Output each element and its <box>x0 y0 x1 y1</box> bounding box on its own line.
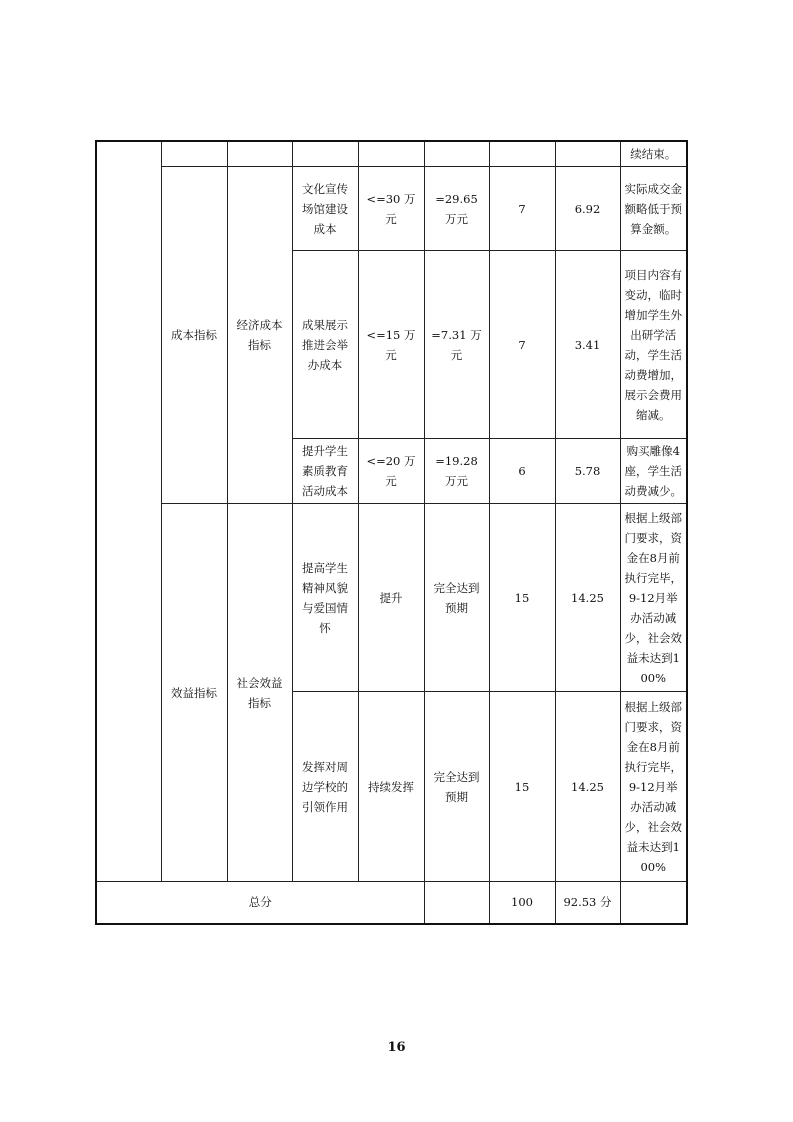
target-cell: <=30 万元 <box>358 167 424 251</box>
total-row <box>96 882 687 924</box>
target-cell: 提升 <box>358 504 424 692</box>
first-level-cell <box>96 141 161 882</box>
subcategory-cell: 经济成本指标 <box>227 167 292 504</box>
target-cell: <=15 万元 <box>358 251 424 439</box>
actual-cell: =19.28 万元 <box>424 439 489 504</box>
remark-cell: 购买雕像4座，学生活动费减少。 <box>620 439 687 504</box>
actual-cell: 完全达到预期 <box>424 692 489 882</box>
page-number: 16 <box>387 1040 406 1055</box>
target-cell: <=20 万元 <box>358 439 424 504</box>
performance-table <box>95 140 688 925</box>
table-row <box>96 141 687 167</box>
score-cell: 6.92 <box>555 167 620 251</box>
remark-cell: 续结束。 <box>620 141 687 167</box>
total-weight: 100 <box>489 882 555 924</box>
actual-cell: =7.31 万元 <box>424 251 489 439</box>
total-score: 92.53 分 <box>555 882 620 924</box>
indicator-cell: 文化宣传场馆建设成本 <box>292 167 358 251</box>
score-cell: 5.78 <box>555 439 620 504</box>
table-row <box>96 504 687 692</box>
weight-cell: 15 <box>489 504 555 692</box>
score-cell: 14.25 <box>555 504 620 692</box>
actual-cell: 完全达到预期 <box>424 504 489 692</box>
score-cell: 3.41 <box>555 251 620 439</box>
indicator-cell: 成果展示推进会举办成本 <box>292 251 358 439</box>
indicator-cell: 提高学生精神风貌与爱国情怀 <box>292 504 358 692</box>
weight-cell: 6 <box>489 439 555 504</box>
remark-cell: 根据上级部门要求，资金在8月前执行完毕，9-12月举办活动减少，社会效益未达到100% <box>620 692 687 882</box>
remark-cell: 项目内容有变动，临时增加学生外出研学活动，学生活动费增加，展示会费用缩减。 <box>620 251 687 439</box>
weight-cell: 7 <box>489 167 555 251</box>
remark-cell: 实际成交金额略低于预算金额。 <box>620 167 687 251</box>
category-cell: 成本指标 <box>161 167 227 504</box>
indicator-cell: 提升学生素质教育活动成本 <box>292 439 358 504</box>
category-cell: 效益指标 <box>161 504 227 882</box>
indicator-cell: 发挥对周边学校的引领作用 <box>292 692 358 882</box>
score-cell: 14.25 <box>555 692 620 882</box>
weight-cell: 15 <box>489 692 555 882</box>
actual-cell: =29.65 万元 <box>424 167 489 251</box>
target-cell: 持续发挥 <box>358 692 424 882</box>
subcategory-cell: 社会效益指标 <box>227 504 292 882</box>
weight-cell: 7 <box>489 251 555 439</box>
table-row <box>96 167 687 251</box>
total-label: 总分 <box>96 882 424 924</box>
remark-cell: 根据上级部门要求，资金在8月前执行完毕，9-12月举办活动减少，社会效益未达到100% <box>620 504 687 692</box>
